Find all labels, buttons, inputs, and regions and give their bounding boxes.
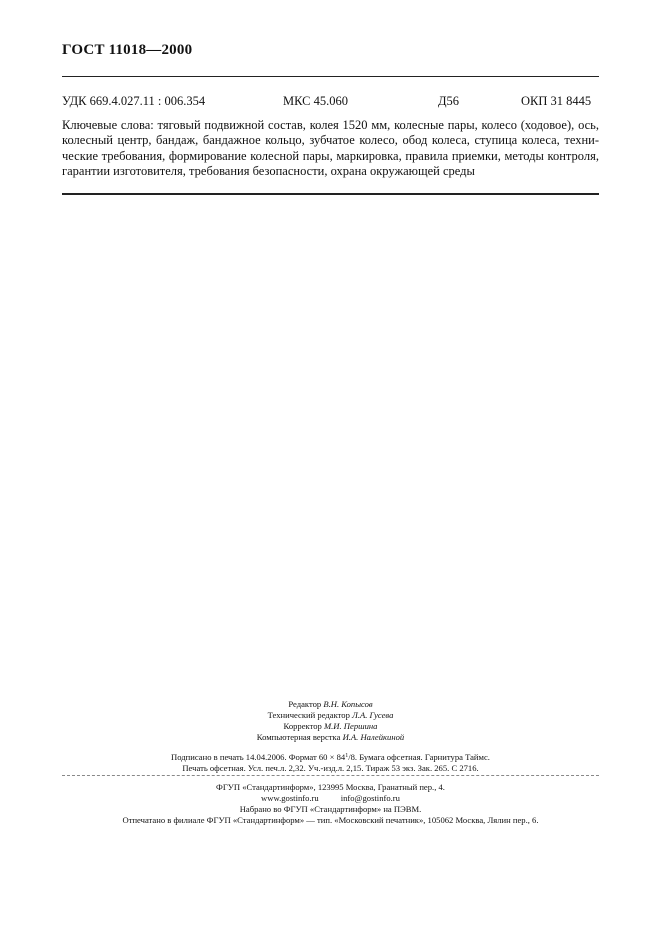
top-divider <box>62 76 599 77</box>
dashed-divider <box>62 775 599 776</box>
editor-role: Редактор <box>288 699 322 709</box>
print-details-line: Печать офсетная. Усл. печ.л. 2,32. Уч.-изд.л. 2,15. Тираж 53 экз. Зак. 265. С 2716. <box>182 763 479 773</box>
publisher-block <box>60 782 601 826</box>
credits-block <box>60 699 601 743</box>
udk-code: УДК 669.4.027.11 : 006.354 <box>62 94 206 108</box>
editor-name: В.Н. Копысов <box>323 699 373 709</box>
publisher-address: ФГУП «Стандартинформ», 123995 Москва, Гранатный пер., 4. <box>216 782 445 792</box>
signed-suffix: /8. Бумага офсетная. Гарнитура Таймс. <box>348 752 490 762</box>
keywords-line: колесный центр, бандаж, бандажное кольцо, зубчатое колесо, обод колеса, ступица колеса, техни- <box>62 133 599 148</box>
layout-line <box>60 732 601 743</box>
signed-prefix: Подписано в печать 14.04.2006. Формат 60 × 84 <box>171 752 346 762</box>
signed-line <box>60 751 601 763</box>
printed-line: Отпечатано в филиале ФГУП «Стандартинформ» — тип. «Московский печатник», 105062 Москва, Лялин пер., 6. <box>122 815 539 825</box>
mks-code: МКС 45.060 <box>283 94 348 108</box>
corrector-line <box>60 721 601 732</box>
publisher-website: www.gostinfo.ru <box>261 793 319 803</box>
editor-line <box>60 699 601 710</box>
tech-editor-name: Л.А. Гусева <box>352 710 394 720</box>
print-info-block <box>60 751 601 774</box>
corrector-role: Корректор <box>283 721 322 731</box>
layout-name: И.А. Налейкиной <box>342 732 405 742</box>
typeset-line: Набрано во ФГУП «Стандартинформ» на ПЭВМ. <box>239 804 422 814</box>
document-code: ГОСТ 11018—2000 <box>62 42 193 58</box>
keywords-line: ческие требования, формирование колесной пары, маркировка, правила приемки, методы контроля, <box>62 148 599 163</box>
tech-editor-role: Технический редактор <box>267 710 350 720</box>
tech-editor-line <box>60 710 601 721</box>
keywords-line: гарантии изготовителя, требования безопасности, охрана окружающей среды <box>62 163 475 178</box>
publisher-email: info@gostinfo.ru <box>340 793 400 803</box>
format-fraction-numerator: 1 <box>345 753 349 759</box>
keywords-paragraph <box>62 118 599 179</box>
keywords-line: Ключевые слова: тяговый подвижной состав, колея 1520 мм, колесные пары, колесо (ходовое), ось, <box>62 118 599 132</box>
bottom-divider <box>62 193 599 195</box>
corrector-name: М.И. Першина <box>323 721 378 731</box>
group-code: Д56 <box>438 94 460 108</box>
publisher-contacts <box>60 793 601 804</box>
okp-code: ОКП 31 8445 <box>521 94 592 108</box>
layout-role: Компьютерная верстка <box>256 732 341 742</box>
